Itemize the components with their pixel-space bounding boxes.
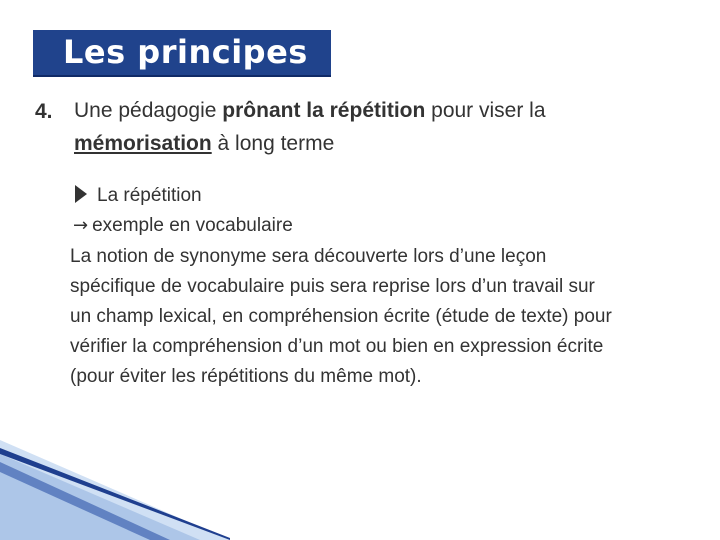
bullet-label: La répétition — [97, 185, 202, 206]
bullet-item — [75, 185, 202, 211]
arrow-bullet-icon — [75, 185, 87, 203]
point-heading-line-2 — [74, 130, 334, 158]
body-paragraph — [70, 242, 710, 392]
body-line: La notion de synonyme sera découverte lors d’une leçon — [70, 246, 547, 267]
body-line: un champ lexical, en compréhension écrite (étude de texte) pour — [70, 306, 612, 327]
point-text-c: pour viser la — [425, 99, 546, 122]
point-text-memorisation: mémorisation — [74, 132, 212, 155]
example-heading — [73, 214, 293, 238]
point-heading-line-1 — [74, 97, 546, 125]
body-line: vérifier la compréhension d’un mot ou bien en expression écrite — [70, 336, 604, 357]
point-text-long-terme: à long terme — [211, 132, 335, 155]
body-line: spécifique de vocabulaire puis sera reprise lors d’un travail sur — [70, 276, 595, 297]
point-text-emphasis: prônant la répétition — [222, 99, 426, 122]
body-line: (pour éviter les répétitions du même mot). — [70, 366, 422, 387]
slide-title: Les principes — [63, 33, 308, 71]
point-text-a: Une pédagogie — [74, 99, 223, 122]
corner-decoration — [0, 440, 230, 540]
right-arrow-icon: → — [73, 215, 89, 236]
example-label: exemple en vocabulaire — [92, 215, 293, 236]
point-number: 4. — [35, 100, 53, 123]
